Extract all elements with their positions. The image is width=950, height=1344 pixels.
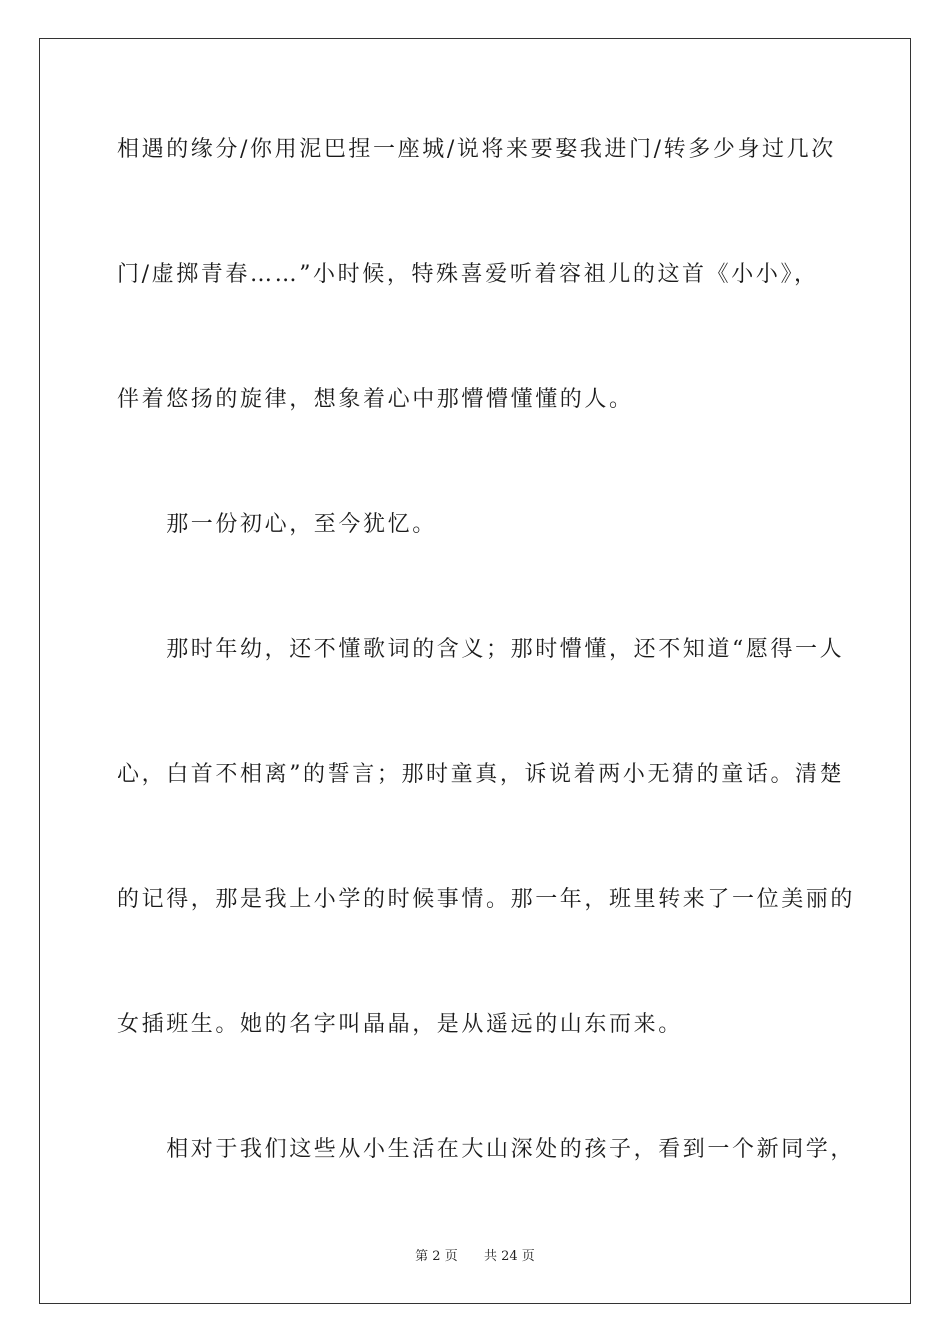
text-line-8: 女插班生。她的名字叫晶晶，是从遥远的山东而来。: [117, 1012, 683, 1037]
text-line-3: 伴着悠扬的旋律，想象着心中那懵懵懂懂的人。: [117, 387, 634, 412]
page-number: 第 2 页: [415, 1249, 458, 1264]
text-line-5: 那时年幼，还不懂歌词的含义；那时懵懂，还不知道“愿得一人: [117, 637, 845, 662]
text-line-7: 的记得，那是我上小学的时候事情。那一年，班里转来了一位美丽的: [117, 887, 856, 912]
total-pages: 共 24 页: [484, 1249, 535, 1264]
text-line-9: 相对于我们这些从小生活在大山深处的孩子，看到一个新同学，: [117, 1137, 856, 1162]
page-border: [39, 38, 911, 1304]
text-line-1: 相遇的缘分/你用泥巴捏一座城/说将来要娶我进门/转多少身过几次: [117, 137, 836, 162]
text-line-2: 门/虚掷青春……”小时候，特殊喜爱听着容祖儿的这首《小小》，: [117, 262, 819, 287]
page-footer: [0, 1248, 950, 1266]
text-line-4: 那一份初心，至今犹忆。: [117, 512, 437, 537]
text-line-6: 心，白首不相离”的誓言；那时童真，诉说着两小无猜的童话。清楚: [117, 762, 845, 787]
